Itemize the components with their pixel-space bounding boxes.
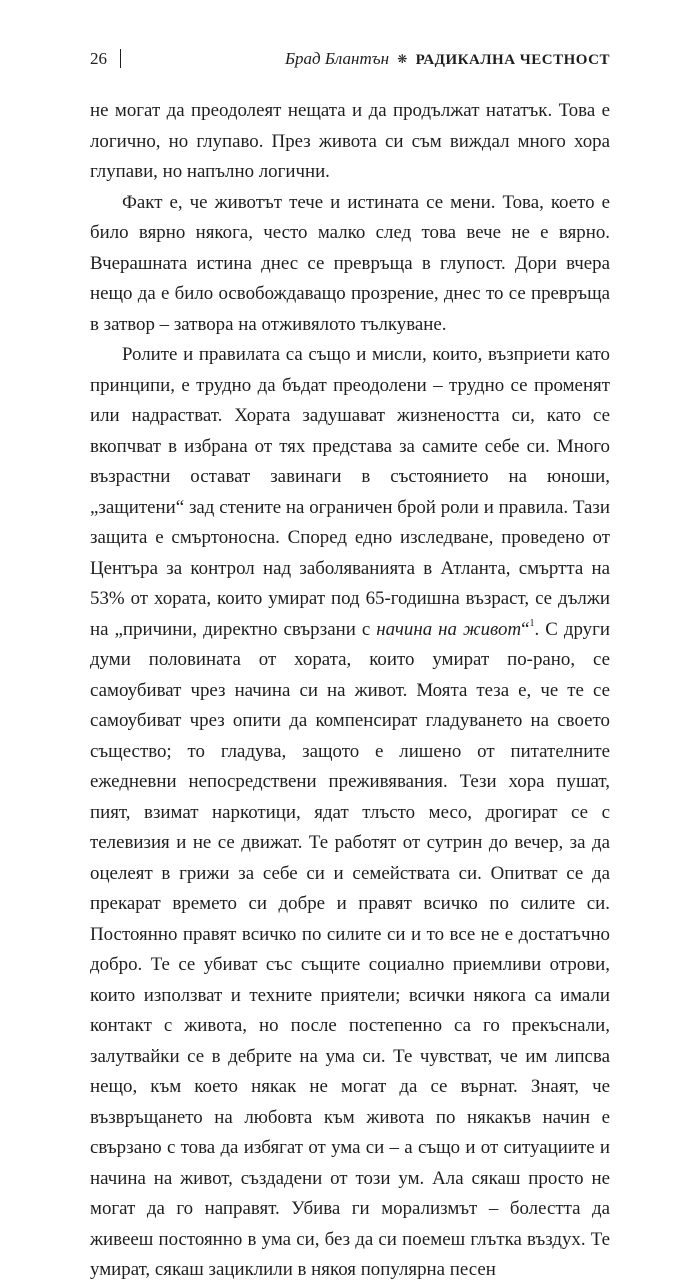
ornament-icon: ❋: [397, 52, 408, 66]
paragraph-3-text-b: . С други думи половината от хората, които умират по-рано, се самоубиват чрез начина си на живот. Моята теза е, че те се самоубиват чрез опити да компенсират гладуването на своето същество; то гладува, защото е лишено от питателните ежедневни непосредствени преживявания. Тези хора пушат, пият, взимат наркотици, ядат тлъсто месо, дрогират се с телевизия и не се движат. Те работят от сутрин до вечер, за да оцелеят в грижи за себе си и семействата си. Опитват се да прекарат времето си добре и правят всичко по силите си. Постоянно правят всичко по силите си и то все не е достатъчно добро. Те се убиват със същите социално приемливи отрови, които използват и техните приятели; всички някога са имали контакт с живота, но после постепенно са го прекъснали, залутвайки се в дебрите на ума си. Те чувстват, че им липсва нещо, към което някак не могат да се върнат. Знаят, че възвръщането на любовта към живота по някакъв начин е свързано с това да избягат от ума си – а също и от ситуациите и начина на живот, създадени от този ум. Ала сякаш просто не могат да го направят. Убива ги морализмът – болестта да живееш постоянно в ума си, без да си поемеш глътка въздух. Те умират, сякаш зациклили в някоя популярна песен: [90, 618, 610, 1280]
folio-divider: [120, 49, 121, 68]
body-text: [90, 96, 610, 1286]
book-title: РАДИКАЛНА ЧЕСТНОСТ: [415, 52, 610, 68]
author-name: Брад Блантън: [285, 49, 390, 68]
closing-quote: “: [521, 618, 530, 640]
running-title: [285, 44, 610, 75]
page-number: 26: [90, 49, 107, 68]
paragraph-1: не могат да преодолеят нещата и да продължат нататък. Това е логично, но глупаво. През живота си съм виждал много хора глупави, но напълно логични.: [90, 100, 610, 182]
paragraph-3-text-a: Ролите и правилата са също и мисли, които, възприети като принципи, е трудно да бъдат преодолени – трудно се променят или надрастват. Хората задушават жизнеността си, като се вкопчват в избрана от тях представа за самите себе си. Много възрастни остават завинаги в състоянието на юноши, „защитени“ зад стените на ограничен брой роли и правила. Тази защита е смъртоносна. Според едно изследване, проведено от Центъра за контрол над заболяванията в Атланта, смъртта на 53% от хората, които умират под 65-годишна възраст, се дължи на „причини, директно свързани с: [90, 344, 610, 640]
footnote-marker[interactable]: 1: [529, 617, 535, 629]
running-head: [90, 44, 610, 74]
emphasis-phrase: начина на живот: [376, 618, 522, 640]
paragraph-3: [90, 340, 610, 1286]
paragraph-2: Факт е, че животът тече и истината се мени. Това, което е било вярно някога, често малко след това вече не е вярно. Вчерашната истина днес се превръща в глупост. Дори вчера нещо да е било освобождаващо прозрение, днес то се превръща в затвор – затвора на отживялото тълкуване.: [90, 191, 610, 335]
